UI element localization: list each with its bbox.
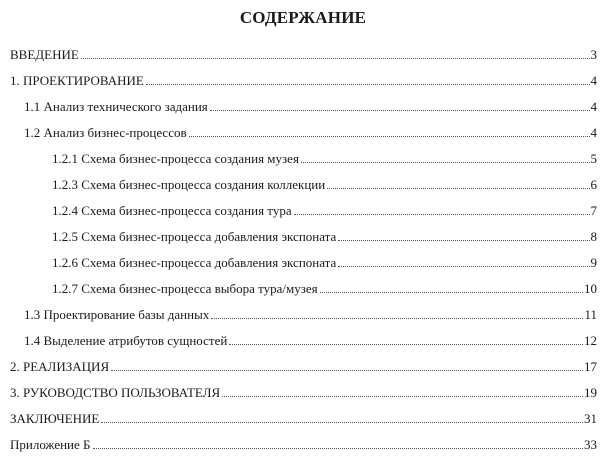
dot-leader <box>210 109 590 111</box>
dot-leader <box>93 447 584 449</box>
toc-entry-page: 7 <box>590 203 597 218</box>
toc-entry-text: 1.2.3 Схема бизнес-процесса создания коллекции <box>52 177 326 192</box>
toc-entry-text: 1.4 Выделение атрибутов сущностей <box>24 333 228 348</box>
dot-leader <box>294 213 590 215</box>
toc-entry-text: Приложение Б <box>10 437 91 452</box>
toc-entry-text: 1.3 Проектирование базы данных <box>24 307 210 322</box>
toc-entry-page: 31 <box>584 411 597 426</box>
dot-leader <box>189 135 590 137</box>
toc-entry-page: 4 <box>590 99 597 114</box>
toc-entry-page: 33 <box>584 437 597 452</box>
toc-entry-1-2[interactable] <box>24 123 597 143</box>
toc-entry-text: 1.2.1 Схема бизнес-процесса создания музея <box>52 151 299 166</box>
toc-entry-text: 1.2.5 Схема бизнес-процесса добавления экспоната <box>52 229 337 244</box>
toc-entry-page: 10 <box>584 281 597 296</box>
dot-leader <box>81 57 590 59</box>
toc-entry-page: 4 <box>590 73 597 88</box>
toc-entry-1-2-1[interactable] <box>52 149 597 169</box>
toc-entry-page: 4 <box>590 125 597 140</box>
toc-entry-text: 1.2.6 Схема бизнес-процесса добавления экспоната <box>52 255 337 270</box>
toc-entry-1-2-3[interactable] <box>52 175 597 195</box>
toc-entry-1-2-4[interactable] <box>52 201 597 221</box>
toc-title: СОДЕРЖАНИЕ <box>239 8 367 27</box>
toc-entry-text: ЗАКЛЮЧЕНИЕ <box>10 411 100 426</box>
toc-entry-text: ВВЕДЕНИЕ <box>10 47 79 62</box>
toc-entry-text: 3. РУКОВОДСТВО ПОЛЬЗОВАТЕЛЯ <box>10 385 221 400</box>
toc-entry-text: 1.2 Анализ бизнес-процессов <box>24 125 187 140</box>
toc-entry-1-2-6[interactable] <box>52 253 597 273</box>
dot-leader <box>222 395 583 397</box>
dot-leader <box>111 369 583 371</box>
toc-entry-text: 1. ПРОЕКТИРОВАНИЕ <box>10 73 144 88</box>
toc-entry-1-2-5[interactable] <box>52 227 597 247</box>
dot-leader <box>146 83 590 85</box>
toc-entry-page: 17 <box>584 359 597 374</box>
toc-entry-page: 3 <box>590 47 597 62</box>
toc-entry-1-1[interactable] <box>24 97 597 117</box>
toc-entry-1-4[interactable] <box>24 331 597 351</box>
toc-entry-design[interactable] <box>10 71 597 91</box>
dot-leader <box>301 161 590 163</box>
toc-entry-introduction[interactable] <box>10 45 597 65</box>
toc-entry-conclusion[interactable] <box>10 409 597 429</box>
dot-leader <box>327 187 589 189</box>
dot-leader <box>320 291 583 293</box>
dot-leader <box>101 421 583 423</box>
toc-entry-page: 19 <box>584 385 597 400</box>
toc-entry-page: 11 <box>584 307 597 322</box>
toc-entry-implementation[interactable] <box>10 357 597 377</box>
toc-entry-text: 1.1 Анализ технического задания <box>24 99 208 114</box>
toc-entry-text: 1.2.4 Схема бизнес-процесса создания тура <box>52 203 292 218</box>
toc-entry-page: 6 <box>590 177 597 192</box>
toc-entry-page: 8 <box>590 229 597 244</box>
toc-entry-1-3[interactable] <box>24 305 597 325</box>
toc-entry-text: 1.2.7 Схема бизнес-процесса выбора тура/музея <box>52 281 318 296</box>
dot-leader <box>211 317 583 319</box>
toc-entry-1-2-7[interactable] <box>52 279 597 299</box>
dot-leader <box>229 343 583 345</box>
toc-entry-text: 2. РЕАЛИЗАЦИЯ <box>10 359 110 374</box>
toc-entry-page: 9 <box>590 255 597 270</box>
toc-entry-appendix-b[interactable] <box>10 435 597 455</box>
dot-leader <box>338 239 589 241</box>
toc-entry-user-guide[interactable] <box>10 383 597 403</box>
dot-leader <box>338 265 589 267</box>
toc-entry-page: 5 <box>590 151 597 166</box>
toc-entry-page: 12 <box>584 333 597 348</box>
